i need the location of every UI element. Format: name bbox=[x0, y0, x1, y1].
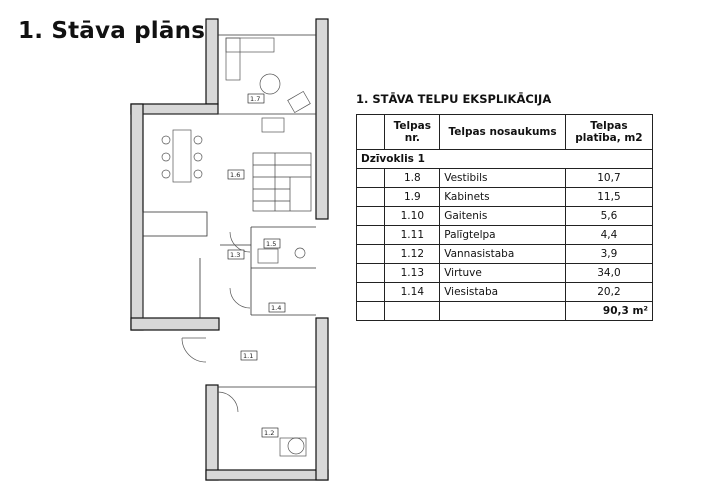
table-title: 1. STĀVA TELPU EKSPLIKĀCIJA bbox=[356, 92, 552, 106]
room-label-1-6: 1.6 bbox=[230, 171, 241, 179]
room-label-1-2: 1.2 bbox=[264, 429, 275, 437]
room-label-1-5: 1.5 bbox=[266, 240, 277, 248]
furniture bbox=[162, 38, 310, 456]
table-row: 1.11 Palīgtelpa 4,4 bbox=[357, 226, 653, 245]
room-label-1-7: 1.7 bbox=[250, 95, 261, 103]
room-label-1-1: 1.1 bbox=[243, 352, 254, 360]
stairs bbox=[253, 153, 311, 211]
total-area: 90,3 m² bbox=[565, 302, 652, 321]
room-label-1-4: 1.4 bbox=[271, 304, 282, 312]
group-label: Dzīvoklis 1 bbox=[357, 150, 653, 169]
room-labels bbox=[228, 94, 285, 437]
table-row: 1.10 Gaitenis 5,6 bbox=[357, 207, 653, 226]
header-area: Telpas platība, m2 bbox=[565, 115, 652, 150]
walls bbox=[131, 19, 328, 480]
header-name: Telpas nosaukums bbox=[440, 115, 566, 150]
table-row: 1.12 Vannasistaba 3,9 bbox=[357, 245, 653, 264]
table-row: 1.13 Virtuve 34,0 bbox=[357, 264, 653, 283]
page-title: 1. Stāva plāns bbox=[18, 18, 206, 44]
header-number: Telpas nr. bbox=[385, 115, 440, 150]
table-row: 1.8 Vestibils 10,7 bbox=[357, 169, 653, 188]
room-explication-table bbox=[356, 114, 653, 321]
room-label-1-3: 1.3 bbox=[230, 251, 241, 259]
table-row: 1.9 Kabinets 11,5 bbox=[357, 188, 653, 207]
table-row: 1.14 Viesistaba 20,2 bbox=[357, 283, 653, 302]
